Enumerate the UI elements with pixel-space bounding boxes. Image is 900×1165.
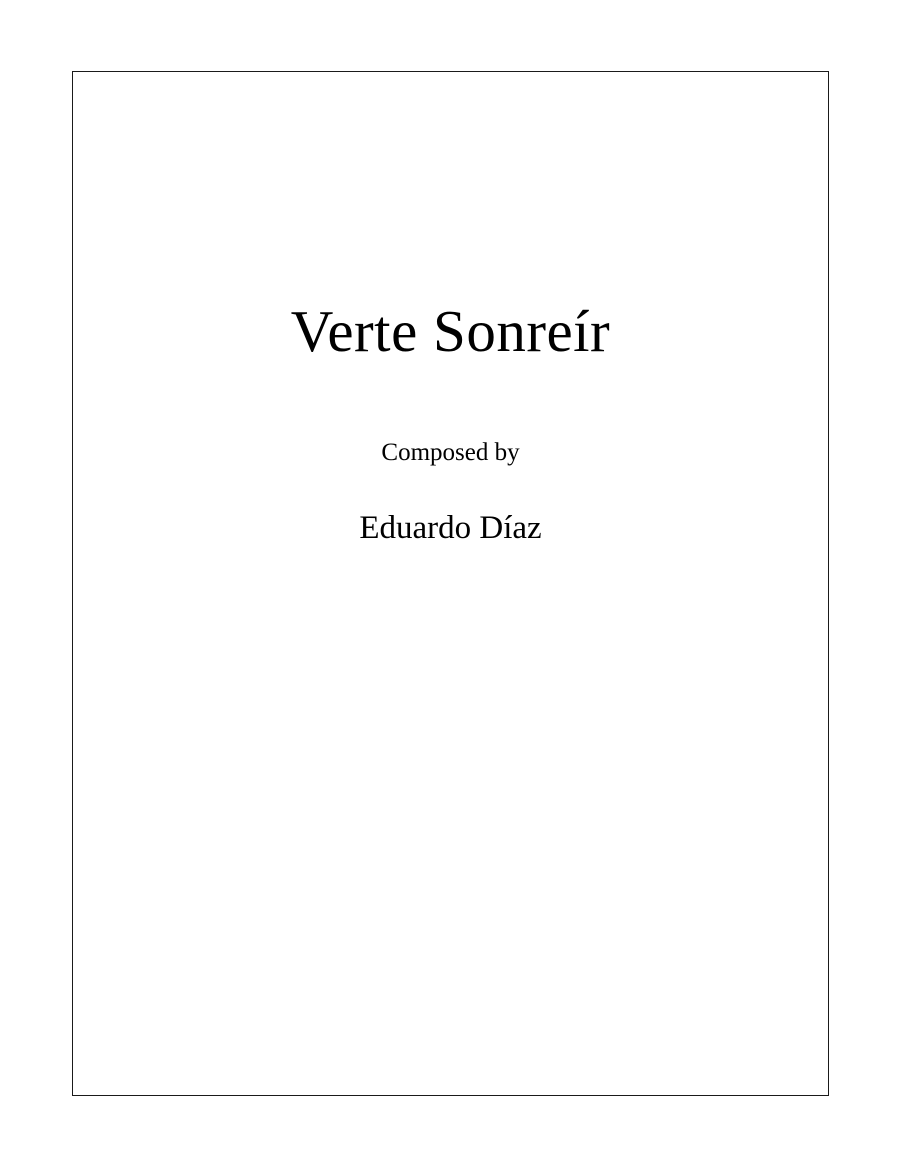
page-title: Verte Sonreír	[290, 298, 611, 364]
composer-name: Eduardo Díaz	[359, 510, 542, 546]
page-border-frame	[72, 71, 829, 1096]
composed-by-label: Composed by	[381, 439, 520, 466]
